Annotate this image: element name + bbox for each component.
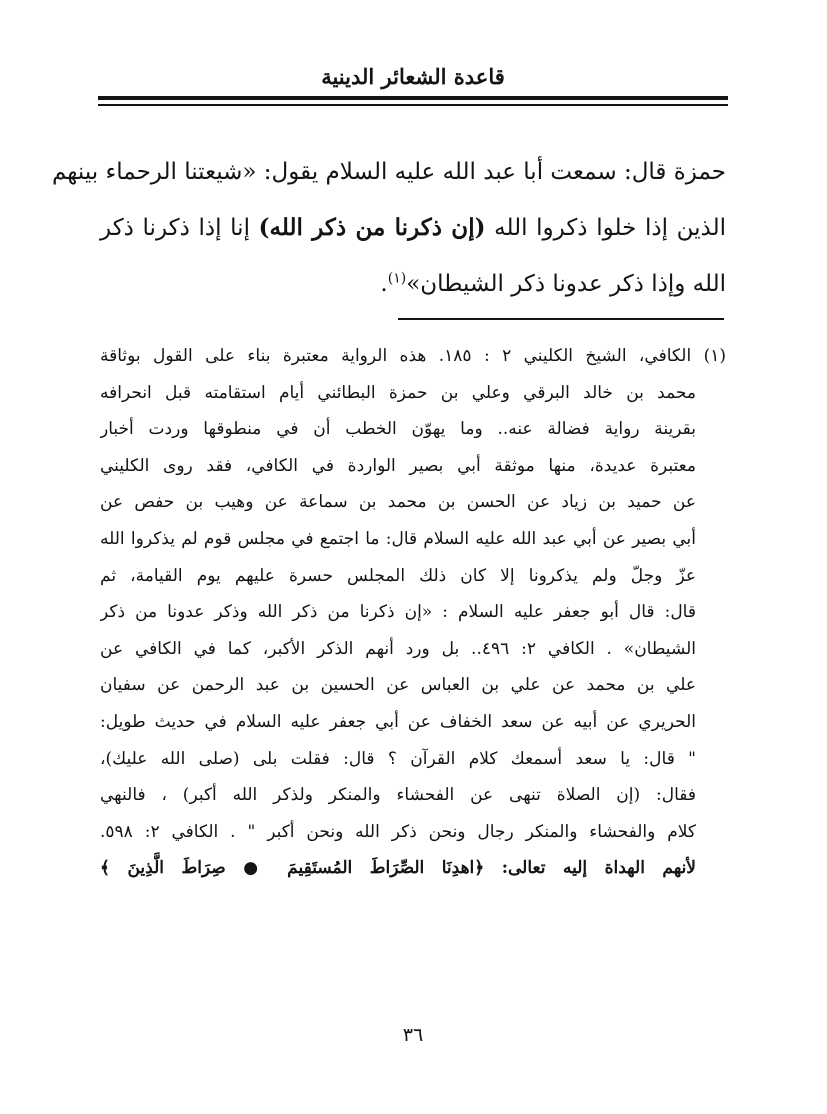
main-text-line — [100, 200, 726, 256]
page-number: ٣٦ — [402, 1024, 424, 1046]
footnote-line: علي بن محمد عن علي بن العباس عن الحسين بن عبد الرحمن عن سفيان — [100, 675, 696, 696]
main-text-segment: الله وإذا ذكر عدونا ذكر الشيطان» — [406, 271, 726, 297]
footnote-line: أبي بصير عن أبي عبد الله عليه السلام قال: ما اجتمع في مجلس قوم لم يذكروا الله — [100, 528, 696, 549]
main-text-segment: الذين إذا خلوا ذكروا الله — [494, 215, 727, 241]
running-head-title: قاعدة الشعائر الدينية — [321, 64, 505, 89]
footnote-line: " قال: يا سعد أسمعك كلام القرآن ؟ قال: فقلت بلى (صلى الله عليك)، — [100, 748, 696, 769]
main-text-line — [100, 256, 726, 312]
footnote-line: الشيطان» . الكافي ٢: ٤٩٦.. بل ورد أنهم الذكر الأكبر، كما في الكافي عن — [100, 638, 697, 659]
header-rule-thick — [98, 96, 728, 100]
footnote-line: (١) الكافي، الشيخ الكليني ٢ : ١٨٥. هذه الرواية معتبرة بناء على القول بوثاقة — [100, 346, 726, 366]
footnote-separator — [398, 318, 724, 320]
footnote — [100, 338, 726, 887]
main-text-period: . — [380, 271, 388, 297]
main-text — [51, 144, 727, 312]
footnote-line: كلام والفحشاء والمنكر رجال ونحن ذكر الله ونحن أكبر " . الكافي ٢: ٥٩٨. — [100, 821, 697, 842]
footnote-line: قال: قال أبو جعفر عليه السلام : «إن ذكرنا من ذكر الله وذكر عدونا من ذكر — [100, 602, 696, 623]
footnote-line: بقرينة رواية فضالة عنه.. وما يهوّن الخطب أن في منطوقها وردت أخبار — [100, 419, 696, 440]
footnote-line: عن حميد بن زياد عن الحسن بن محمد بن سماعة عن وهيب بن حفص عن — [100, 492, 696, 513]
footnote-marker: (١) — [387, 270, 407, 287]
footnote-line: محمد بن خالد البرقي وعلي بن حمزة البطائني أيام استقامته قبل انحرافه — [100, 382, 696, 403]
header-rule-thin — [98, 104, 728, 106]
footnote-line: فقال: (إن الصلاة تنهى عن الفحشاء والمنكر ولذكر الله أكبر) ، فالنهي — [100, 785, 696, 806]
footnote-line: لأنهم الهداة إليه تعالى: ﴿اهدِنَا الصِّرَاطَ المُستَقِيمَ ● صِرَاطَ الَّذِينَ ﴾ — [100, 858, 696, 879]
footnote-line: عزّ وجلّ ولم يذكرونا إلا كان ذلك المجلس حسرة عليهم يوم القيامة، ثم — [100, 565, 696, 586]
footnote-line: معتبرة عديدة، منها موثقة أبي بصير الواردة في الكافي، فقد روى الكليني — [100, 455, 696, 476]
footnote-line: الحريري عن أبيه عن سعد الخفاف عن أبي جعفر عليه السلام في حديث طويل: — [100, 711, 696, 732]
main-text-segment: إنا إذا ذكرنا ذكر — [100, 215, 250, 241]
quran-quote: (إن ذكرنا من ذكر الله) — [258, 214, 486, 241]
main-text-line: حمزة قال: سمعت أبا عبد الله عليه السلام يقول: «شيعتنا الرحماء بينهم — [51, 159, 726, 185]
